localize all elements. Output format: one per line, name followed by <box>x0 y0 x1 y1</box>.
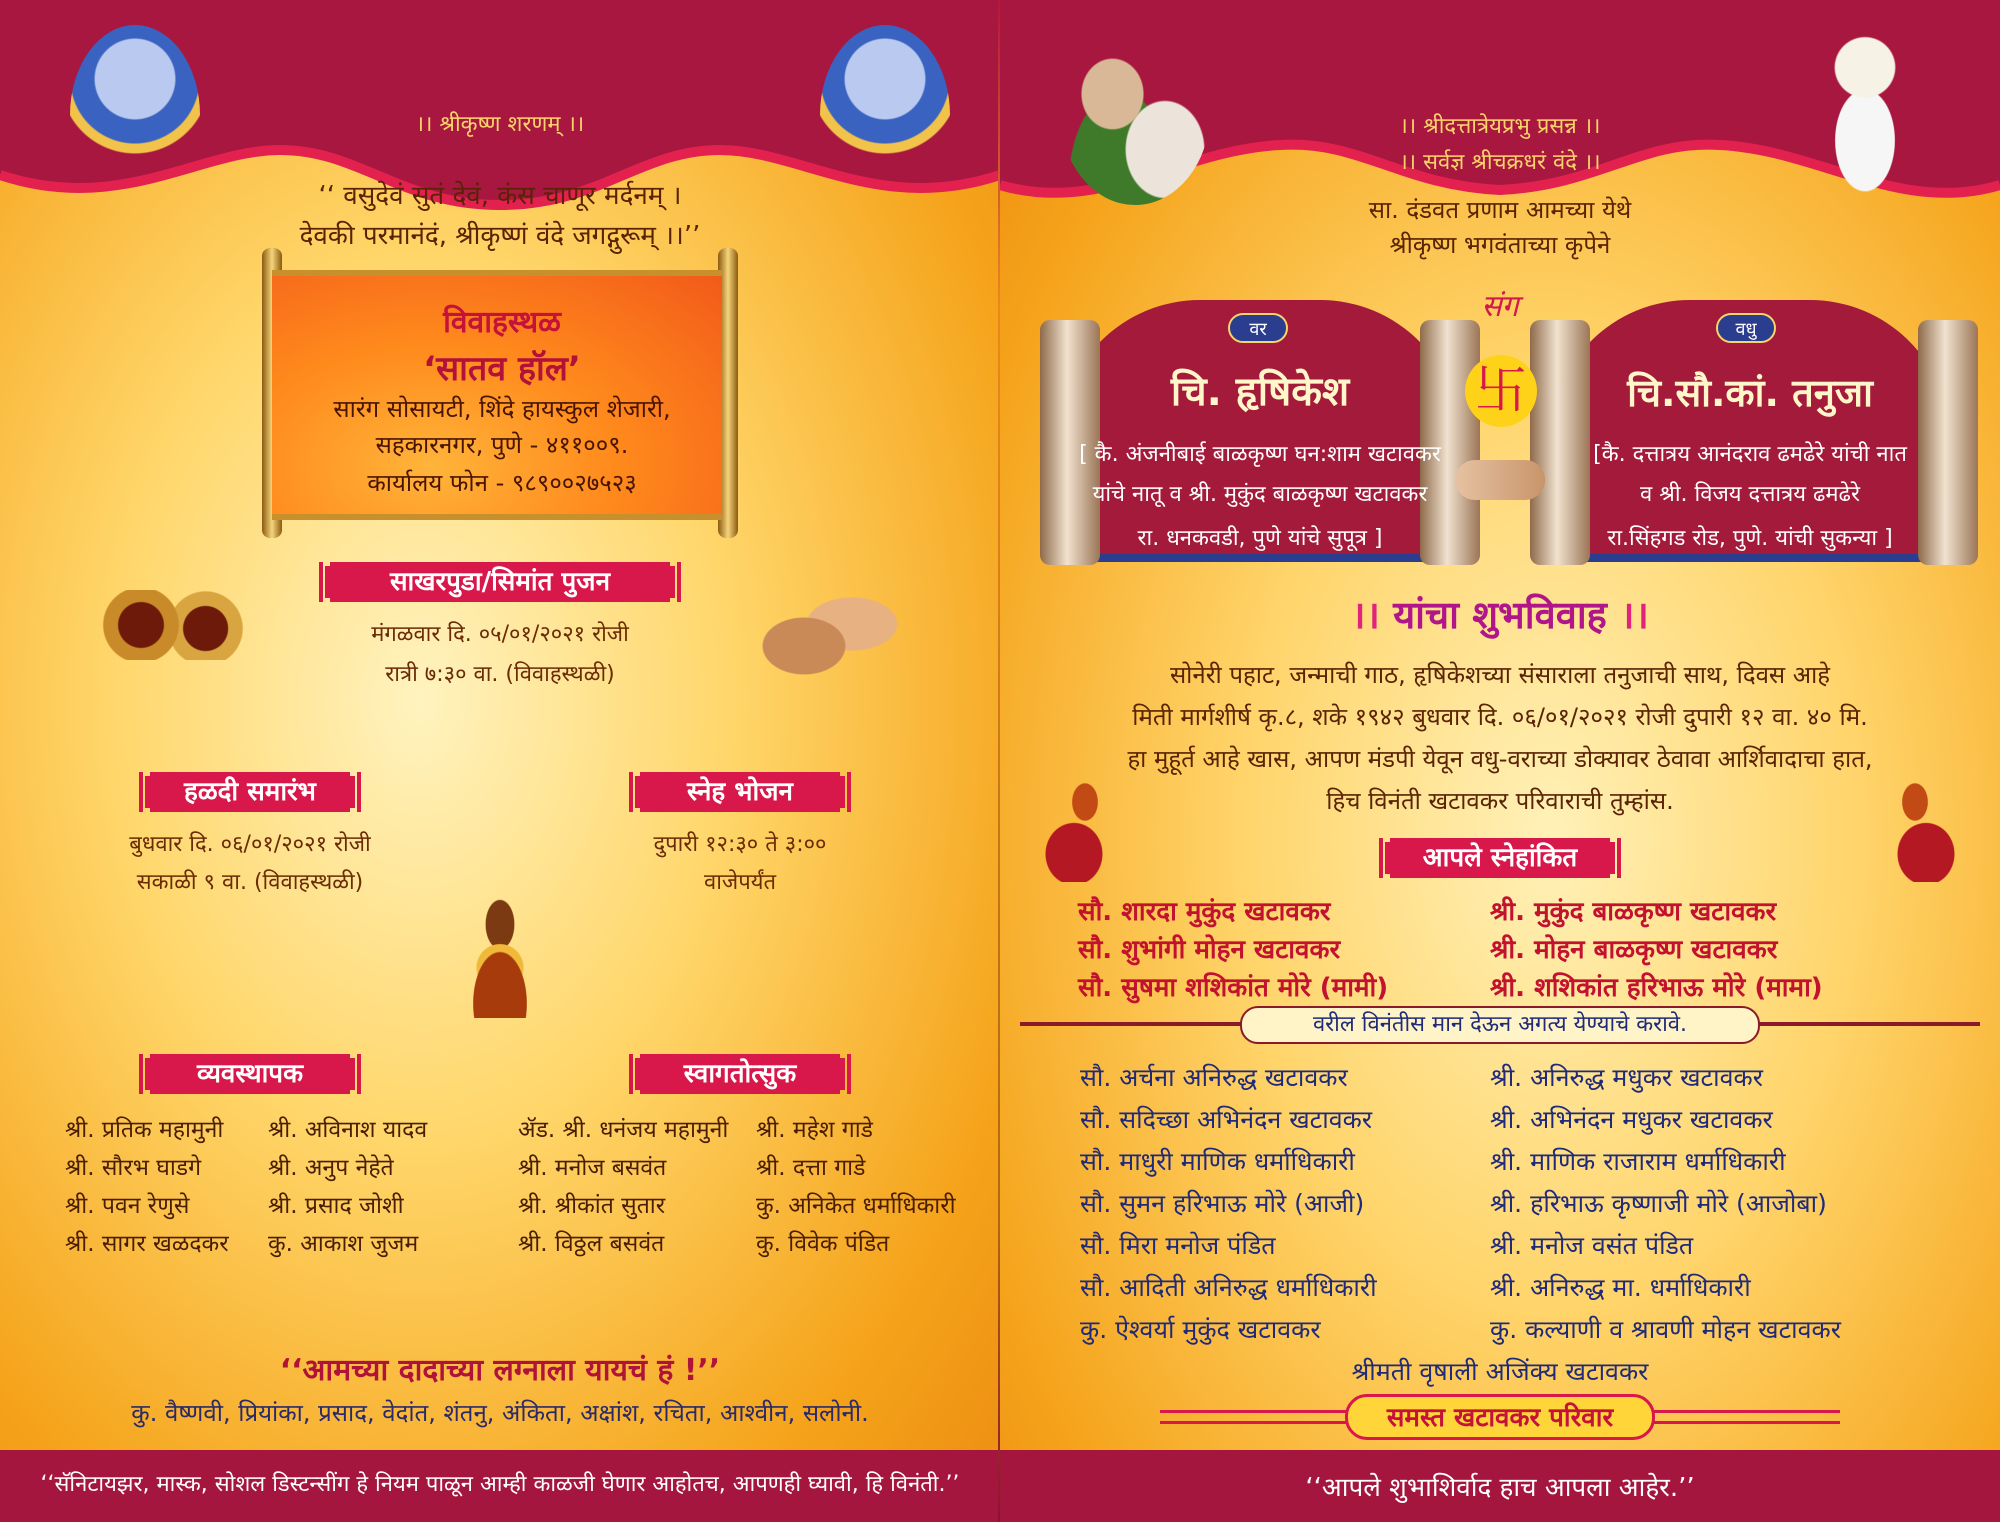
haldi-heading: हळदी समारंभ <box>150 772 350 812</box>
kalash-image <box>445 898 555 1018</box>
organizer-2: श्री. सौरभ घाडगे <box>65 1155 202 1181</box>
haldi-line2: सकाळी ९ वा. (विवाहस्थळी) <box>136 870 364 895</box>
bride-name: चि.सौ.कां. तनुजा <box>1627 371 1873 415</box>
shloka-line2: देवकी परमानंदं, श्रीकृष्णं वंदे जगद्गुरूम् ।।’’ <box>299 221 701 251</box>
groom-line2: यांचे नातू व श्री. मुकुंद बाळकृष्ण खटावकर <box>1092 482 1428 507</box>
family-1: सौ. अर्चना अनिरुद्ध खटावकर <box>1080 1063 1348 1092</box>
family-2: सौ. सदिच्छा अभिनंदन खटावकर <box>1080 1105 1373 1134</box>
bhojan-line2: वाजेपर्यंत <box>703 870 777 895</box>
family-9: श्री. अभिनंदन मधुकर खटावकर <box>1490 1105 1773 1134</box>
organizer-7: श्री. प्रसाद जोशी <box>268 1193 404 1219</box>
bride-line1: [कै. दत्तात्रय आनंदराव ढमढेरे यांची नात <box>1593 442 1907 467</box>
organizer-8: कु. आकाश जुजम <box>268 1231 419 1257</box>
venue-title: विवाहस्थळ <box>443 305 561 340</box>
family-6: सौ. आदिती अनिरुद्ध धर्माधिकारी <box>1080 1273 1377 1302</box>
venue-phone: कार्यालय फोन - ९८९००२७५२३ <box>367 469 637 497</box>
snehankit-5: श्री. मोहन बाळकृष्ण खटावकर <box>1490 935 1778 965</box>
kids-names: कु. वैष्णवी, प्रियांका, प्रसाद, वेदांत, शंतनु, अंकिता, अक्षांश, रचिता, आश्वीन, सलोनी. <box>131 1399 869 1427</box>
venue-name: ‘सातव हॉल’ <box>423 349 581 389</box>
welcome-7: कु. अनिकेत धर्माधिकारी <box>756 1193 956 1219</box>
shloka-line1: ‘‘ वसुदेवं सुतं देवं, कंस चाणूर मर्दनम् । <box>318 181 682 211</box>
right-footer-text: ‘‘आपले शुभाशिर्वाद हाच आपला आहेर.’’ <box>1305 1473 1695 1503</box>
organizer-1: श्री. प्रतिक महामुनी <box>65 1117 224 1143</box>
venue-address2: सहकारनगर, पुणे - ४११००९. <box>375 431 629 459</box>
welcome-5: श्री. महेश गाडे <box>756 1117 873 1143</box>
welcome-8: कु. विवेक पंडित <box>756 1231 890 1257</box>
drum-image-right <box>1860 782 1970 882</box>
family-12: श्री. मनोज वसंत पंडित <box>1490 1231 1694 1260</box>
haldi-line1: बुधवार दि. ०६/०१/२०२१ रोजी <box>129 832 371 857</box>
organizer-6: श्री. अनुप नेहेते <box>268 1155 394 1181</box>
para-1: सोनेरी पहाट, जन्माची गाठ, हृषिकेशच्या संसाराला तनुजाची साथ, दिवस आहे <box>1169 661 1831 689</box>
rings-image <box>90 590 260 660</box>
wedding-title-text: यांचा शुभविवाह <box>1393 593 1607 637</box>
para-3: हा मुहूर्त आहे खास, आपण मंडपी येवून वधु-वराच्या डोक्यावर ठेवावा आर्शिवादाचा हात, <box>1127 745 1873 773</box>
organizer-4: श्री. सागर खळदकर <box>65 1231 229 1257</box>
greeting-2: श्रीकृष्ण भगवंताच्या कृपेने <box>1389 231 1611 259</box>
groom-line1: [ कै. अंजनीबाई बाळकृष्ण घन:शाम खटावकर <box>1079 442 1441 467</box>
snehankit-4: श्री. मुकुंद बाळकृष्ण खटावकर <box>1490 897 1777 927</box>
sakharpuda-heading: साखरपुडा/सिमांत पुजन <box>330 562 670 602</box>
welcome-6: श्री. दत्ता गाडे <box>756 1155 866 1181</box>
groom-badge: वर <box>1228 313 1288 343</box>
welcome-heading: स्वागतोत्सुक <box>640 1054 840 1094</box>
invocation-2: ।। सर्वज्ञ श्रीचक्रधरं वंदे ।। <box>1399 150 1601 175</box>
bhojan-heading: स्नेह भोजन <box>640 772 840 812</box>
welcome-1: ॲड. श्री. धनंजय महामुनी <box>518 1117 729 1143</box>
sakharpuda-line1: मंगळवार दि. ०५/०१/२०२१ रोजी <box>371 622 629 647</box>
family-last: श्रीमती वृषाली अजिंक्य खटावकर <box>1351 1357 1649 1386</box>
organizer-3: श्री. पवन रेणुसे <box>65 1193 190 1219</box>
swastik-icon: 卐 <box>1465 355 1537 427</box>
family-14: कु. कल्याणी व श्रावणी मोहन खटावकर <box>1490 1315 1841 1344</box>
snehankit-3: सौ. सुषमा शशिकांत मोरे (मामी) <box>1078 973 1389 1003</box>
family-13: श्री. अनिरुद्ध मा. धर्माधिकारी <box>1490 1273 1751 1302</box>
family-4: सौ. सुमन हरिभाऊ मोरे (आजी) <box>1080 1189 1365 1218</box>
bride-line3: रा.सिंहगड रोड, पुणे. यांची सुकन्या ] <box>1607 526 1893 551</box>
greeting-1: सा. दंडवत प्रणाम आमच्या येथे <box>1368 196 1632 224</box>
bhojan-line1: दुपारी १२:३० ते ३:०० <box>653 832 827 857</box>
family-7: कु. ऐश्वर्या मुकुंद खटावकर <box>1080 1315 1321 1344</box>
para-2: मिती मार्गशीर्ष कृ.८, शके १९४२ बुधवार दि. ०६/०१/२०२१ रोजी दुपारी १२ वा. ४० मि. <box>1132 703 1868 731</box>
snehankit-2: सौ. शुभांगी मोहन खटावकर <box>1078 935 1341 965</box>
family-5: सौ. मिरा मनोज पंडित <box>1080 1231 1276 1260</box>
bride-badge: वधु <box>1716 313 1776 343</box>
groom-name: चि. हृषिकेश <box>1170 369 1350 415</box>
family-3: सौ. माधुरी माणिक धर्माधिकारी <box>1080 1147 1355 1176</box>
family-10: श्री. माणिक राजाराम धर्माधिकारी <box>1490 1147 1786 1176</box>
groom-line3: रा. धनकवडी, पुणे यांचे सुपूत्र ] <box>1137 526 1383 551</box>
welcome-3: श्री. श्रीकांत सुतार <box>518 1193 666 1219</box>
snehankit-heading: आपले स्नेहांकित <box>1390 838 1610 878</box>
left-footer-bar <box>0 1450 1000 1522</box>
invocation: ।। श्रीकृष्ण शरणम् ।। <box>415 112 585 137</box>
para-4: हिच विनंती खटावकर परिवाराची तुम्हांस. <box>1326 787 1674 815</box>
venue-address1: सारंग सोसायटी, शिंदे हायस्कुल शेजारी, <box>333 395 671 423</box>
request-text: वरील विनंतीस मान देऊन अगत्य येण्याचे करावे. <box>1240 1006 1760 1044</box>
snehankit-6: श्री. शशिकांत हरिभाऊ मोरे (मामा) <box>1490 973 1823 1003</box>
organizer-5: श्री. अविनाश यादव <box>268 1117 428 1143</box>
sakharpuda-line2: रात्री ७:३० वा. (विवाहस्थळी) <box>385 662 615 687</box>
welcome-4: श्री. विठ्ठल बसवंत <box>518 1231 665 1257</box>
right-footer-bar <box>1000 1450 2000 1522</box>
right-panel <box>1000 0 2000 1522</box>
left-footer-text: ‘‘सॅनिटायझर, मास्क, सोशल डिस्टन्सींग हे नियम पाळून आम्ही काळजी घेणार आहोतच, आपणही घ्यावी, हि विनंती.’’ <box>40 1472 960 1497</box>
handshake-icon <box>1455 460 1545 500</box>
welcome-2: श्री. मनोज बसवंत <box>518 1155 667 1181</box>
sang-text: संग <box>1481 289 1519 324</box>
family-banner: समस्त खटावकर परिवार <box>1345 1394 1655 1440</box>
organizers-heading: व्यवस्थापक <box>150 1054 350 1094</box>
bride-line2: व श्री. विजय दत्तात्रय ढमढेरे <box>1640 482 1860 507</box>
drum-image-left <box>1030 782 1140 882</box>
family-8: श्री. अनिरुद्ध मधुकर खटावकर <box>1490 1063 1763 1092</box>
snehankit-1: सौ. शारदा मुकुंद खटावकर <box>1078 897 1331 927</box>
ring-exchange-image <box>740 580 900 690</box>
invocation-1: ।। श्रीदत्तात्रेयप्रभु प्रसन्न ।। <box>1399 114 1601 139</box>
wedding-title: ।। यांचा शुभविवाह ।। <box>1351 593 1649 637</box>
family-11: श्री. हरिभाऊ कृष्णाजी मोरे (आजोबा) <box>1490 1189 1827 1218</box>
kids-quote: ‘‘आमच्या दादाच्या लग्नाला यायचं हं !’’ <box>279 1353 721 1388</box>
